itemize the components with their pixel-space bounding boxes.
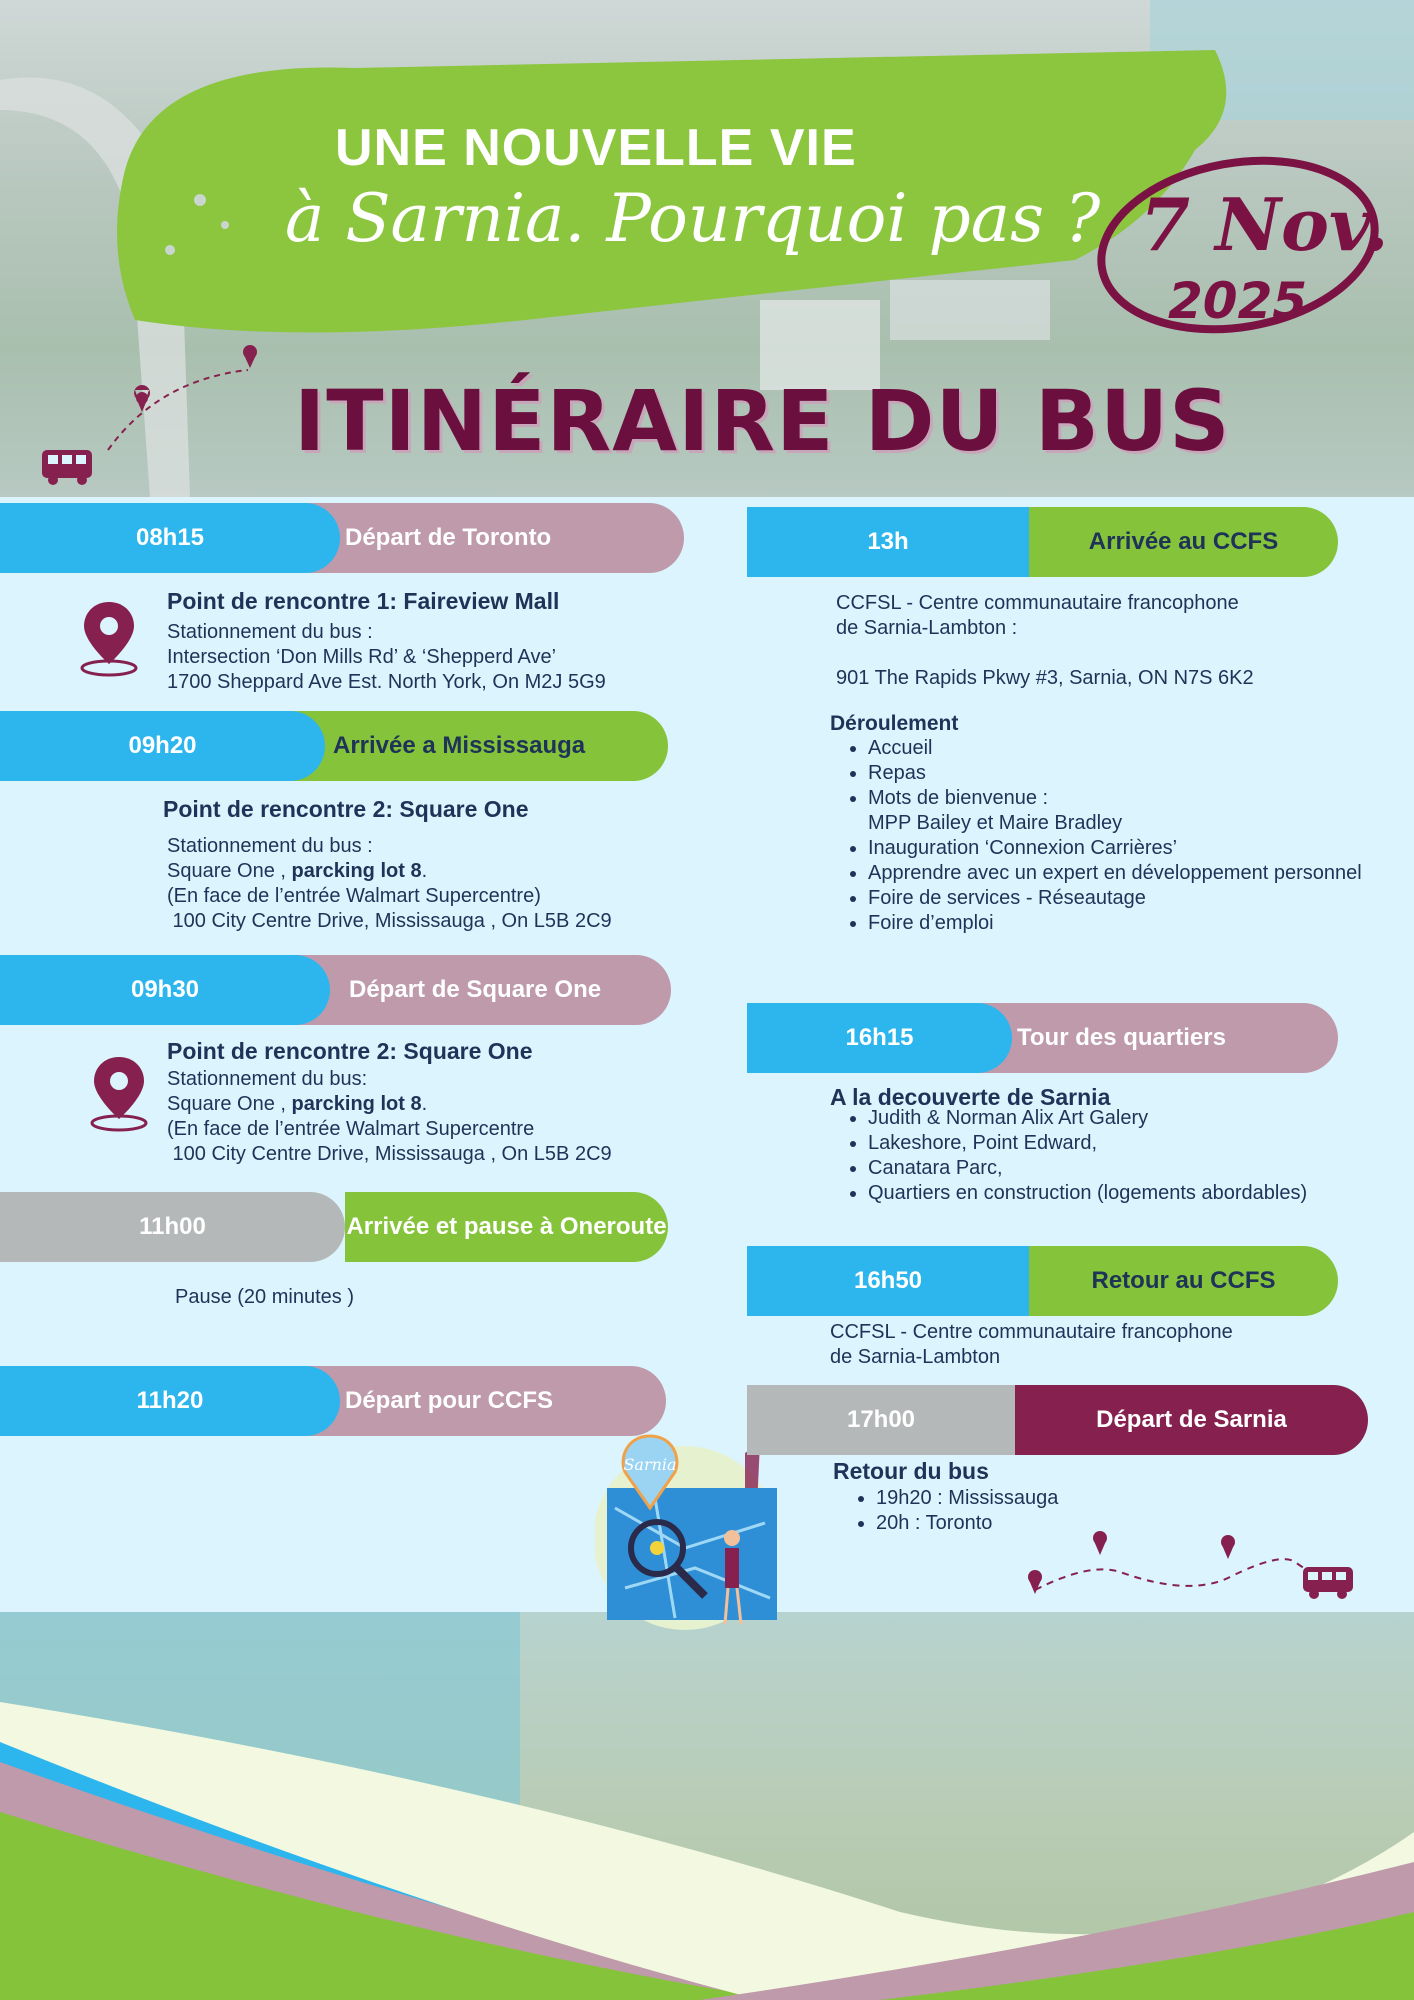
bus-icon [42,450,92,485]
tour-list [830,1106,1318,1206]
list-item [868,786,1414,836]
stop-bar-1700 [747,1385,1368,1455]
meeting-point-line: 100 City Centre Drive, Mississauga , On L5B 2C9 [167,1143,612,1165]
map-pin-icon [1093,1531,1107,1555]
meeting-point-line [167,859,427,884]
meeting-point-line [167,1092,427,1117]
stop-bar-0815 [0,503,684,573]
stop-label: Tour des quartiers [747,1003,1338,1073]
map-pin-icon [1221,1535,1235,1559]
bus-route-decoration [38,340,338,490]
sarnia-map-illustration [595,1428,805,1638]
list-item: • Lakeshore, Point Edward, [868,1131,1318,1156]
list-item: • Apprendre avec un expert en développement personnel [868,861,1414,886]
stop-time: 16h15 [747,1003,1012,1073]
list-item-subtext: MPP Bailey et Maire Bradley [868,812,1123,834]
list-item: • Canatara Parc, [868,1156,1318,1181]
stop-time: 11h20 [0,1366,340,1436]
list-item-text: Mots de bienvenue : [868,787,1049,809]
stop-bar-1120 [0,1366,666,1436]
list-item: • Repas [868,761,1414,786]
stop-time: 09h20 [0,711,325,781]
map-pin-icon [1028,1570,1042,1594]
tour-heading: A la decouverte de Sarnia [830,1084,1111,1110]
list-item: • 19h20 : Mississauga [876,1486,1176,1511]
stop-label: Départ de Sarnia [1015,1385,1368,1455]
stop-time: 08h15 [0,503,340,573]
list-item: • Accueil [868,736,1414,761]
ccfs-text: de Sarnia-Lambton : [836,617,1018,639]
meeting-point-line: (En face de l’entrée Walmart Supercentre) [167,885,541,907]
meeting-point-line: 100 City Centre Drive, Mississauga , On L5B 2C9 [167,910,612,932]
stop-bar-1615 [747,1003,1338,1073]
return-heading: Retour du bus [833,1458,989,1484]
meeting-point-line: Stationnement du bus: [167,1068,368,1090]
main-title: ITINÉRAIRE DU BUS [294,372,1231,470]
parking-lot-emphasis: parcking lot 8 [291,860,422,882]
title-line-1: UNE NOUVELLE VIE [335,119,857,177]
list-item: • 20h : Toronto [876,1511,1176,1536]
text-part: . [421,860,428,882]
ccfs-text: CCFSL - Centre communautaire francophone [830,1321,1233,1343]
stop-label: Arrivée a Mississauga [0,711,668,781]
pause-text: Pause (20 minutes ) [175,1286,354,1308]
list-item: • Inauguration ‘Connexion Carrières’ [868,836,1414,861]
ccfs-text: de Sarnia-Lambton [830,1346,1001,1368]
stop-bar-1650 [747,1246,1338,1316]
meeting-point-line: Stationnement du bus : [167,621,373,643]
map-pin-icon [243,345,257,368]
meeting-point-line: 1700 Sheppard Ave Est. North York, On M2J 5G9 [167,671,606,693]
program-list [830,736,1414,936]
stop-bar-13h [747,507,1338,577]
parking-lot-emphasis: parcking lot 8 [291,1093,422,1115]
stop-time: 16h50 [747,1246,1029,1316]
stop-bar-0930 [0,955,671,1025]
stop-label: Départ de Toronto [0,503,684,573]
meeting-point-line: (En face de l’entrée Walmart Supercentre [167,1118,535,1140]
text-part: Square One , [167,1093,292,1115]
meeting-point-heading: Point de rencontre 2: Square One [163,796,529,822]
ccfs-text: CCFSL - Centre communautaire francophone [836,592,1239,614]
stop-bar-1100 [0,1192,668,1262]
stop-time: 09h30 [0,955,330,1025]
stop-time: 11h00 [0,1192,345,1262]
bus-route-decoration [1020,1522,1365,1602]
meeting-point-heading: Point de rencontre 2: Square One [167,1038,533,1064]
stop-bar-0920 [0,711,668,781]
meeting-point-line: Intersection ‘Don Mills Rd’ & ‘Shepperd Ave’ [167,646,557,668]
meeting-point-line: Stationnement du bus : [167,835,373,857]
meeting-point-heading: Point de rencontre 1: Faireview Mall [167,588,560,614]
stop-label: Arrivée et pause à Oneroute [345,1192,668,1262]
stop-label: Retour au CCFS [1029,1246,1338,1316]
stop-label: Arrivée au CCFS [1029,507,1338,577]
bottom-waves [0,1612,1414,2000]
list-item: • Foire de services - Réseautage [868,886,1414,911]
list-item: • Foire d’emploi [868,911,1414,936]
bus-icon [1303,1567,1353,1599]
program-heading: Déroulement [830,712,959,735]
stop-label: Départ de Square One [0,955,671,1025]
illustration-pin-text: Sarnia [623,1455,677,1474]
location-pin-icon [88,1053,150,1133]
aerial-photo-bottom [0,1612,1414,2000]
location-pin-icon [78,598,140,678]
stop-time: 17h00 [747,1385,1015,1455]
text-part: Square One , [167,860,292,882]
ccfs-address: 901 The Rapids Pkwy #3, Sarnia, ON N7S 6K2 [836,667,1254,689]
date-year: 2025 [1168,272,1308,330]
stop-time: 13h [747,507,1029,577]
date-day: 7 Nov. [1140,182,1389,267]
text-part: . [421,1093,428,1115]
list-item: • Quartiers en construction (logements abordables) [868,1181,1318,1206]
stop-label: Départ pour CCFS [0,1366,666,1436]
title-line-2: à Sarnia. Pourquoi pas ? [285,180,1101,257]
list-item: • Judith & Norman Alix Art Galery [868,1106,1318,1131]
